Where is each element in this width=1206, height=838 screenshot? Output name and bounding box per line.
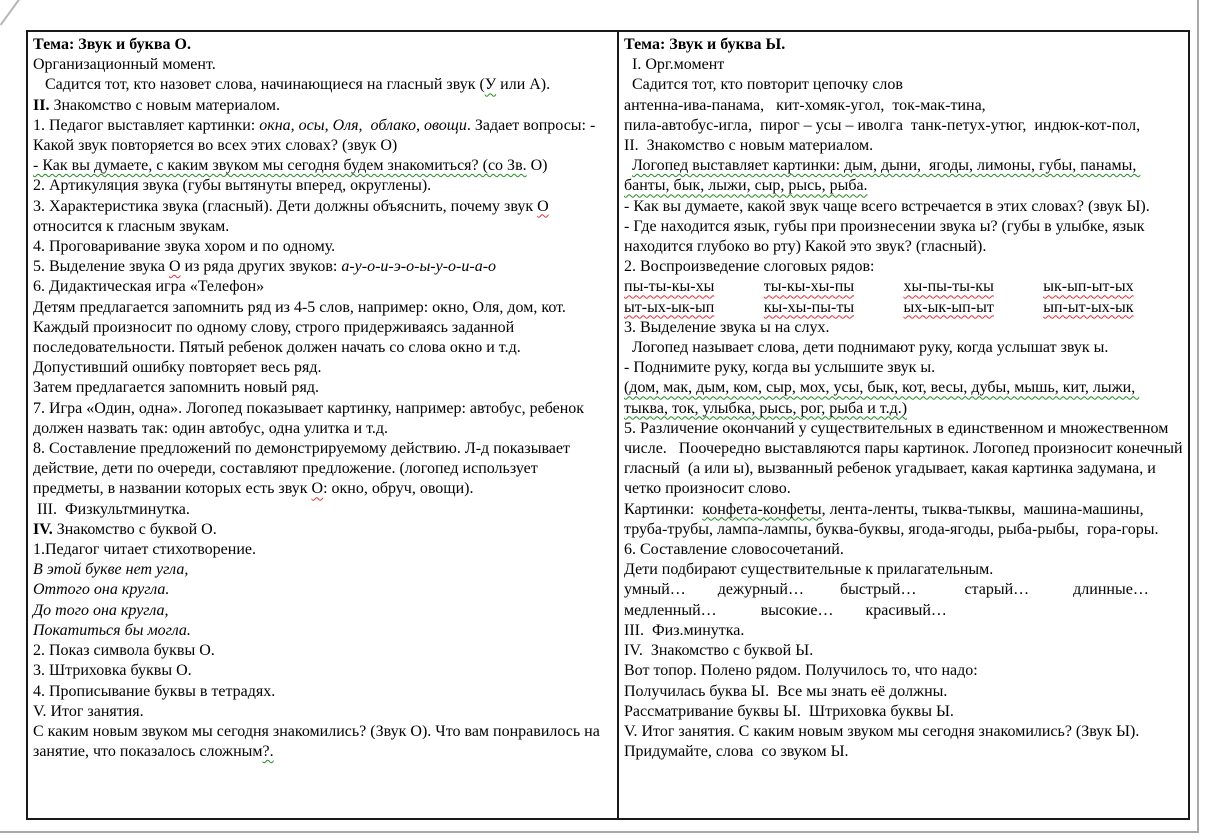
paragraph: [33, 540, 612, 560]
text-run: 5. Выделение звука: [33, 258, 169, 276]
syllable-group: кы-хы-пы-ты: [763, 298, 855, 316]
text-run: 1.Педагог читает стихотворение.: [33, 541, 257, 559]
lesson-column-sound-o: [28, 32, 619, 818]
text-run: Допустивший ошибку повторяет весь ряд.: [33, 359, 322, 377]
text-run: Садится тот, кто повторит цепочку слов: [624, 76, 903, 94]
paragraph: [624, 661, 1183, 681]
text-run: Знакомство с буквой О.: [52, 520, 217, 538]
lesson-title: [624, 35, 1183, 55]
text-run: V. Итог занятия. С каким новым звуком мы сегодня знакомились? (Звук Ы). Придумайте, слова со звуком Ы.: [624, 722, 1144, 761]
text-run: До того она кругла,: [33, 601, 169, 619]
text-run: Дети подбирают существительные к прилагательным.: [624, 561, 994, 579]
text-run: Оттого она кругла.: [33, 581, 170, 599]
paragraph: [33, 500, 612, 520]
spellcheck-marked-text: О: [168, 258, 181, 276]
text-run: 7. Игра «Один, одна». Логопед показывает картинку, например: автобус, ребенок должен назвать так: один автобус, одна улитка и т.д.: [33, 399, 589, 437]
text-run: : окно, обруч, овощи).: [323, 480, 474, 498]
paragraph: [624, 318, 1183, 338]
paragraph: [33, 197, 612, 237]
paragraph: [624, 136, 1183, 156]
text-run: [624, 157, 632, 174]
text-run: IV. Знакомство с буквой Ы.: [624, 642, 814, 660]
text-run: - Где находится язык, губы при произнесении звука ы? (губы в улыбке, язык находится глубоко во рту) Какой это звук? (гласный).: [624, 217, 1149, 256]
spellcheck-marked-text: (дом, мак, дым, ком, сыр, мох, усы, бык, кот, весы, дубы, мышь, кит, лыжи, тыква, ток, улыбка, рысь, рог, рыба и т.д.): [624, 379, 1140, 417]
paragraph: [33, 439, 612, 500]
paragraph: [624, 358, 1183, 378]
text-run: 6. Составление словосочетаний.: [624, 541, 844, 559]
text-run: Детям предлагается запомнить ряд из 4-5 слов, например: окно, Оля, дом, кот. Каждый произносит по одному слову, строго придерживаясь заданной последовательности. Пятый ребенок должен начать со слова окно и т.д.: [33, 298, 570, 357]
paragraph: [33, 641, 612, 661]
text-run: IV.: [33, 520, 53, 538]
text-run: Вот топор. Полено рядом. Получилось то, что надо:: [624, 662, 978, 680]
paragraph: [33, 156, 612, 176]
page-bottom-edge: [0, 831, 1199, 833]
text-run: 4. Прописывание буквы в тетрадях.: [33, 682, 276, 700]
paragraph: [33, 702, 612, 722]
text-run: Тема: Звук и буква О.: [33, 36, 191, 53]
paragraph: [33, 601, 612, 621]
paragraph: [624, 540, 1183, 560]
text-run: 4. Проговаривание звука хором и по одному.: [33, 238, 336, 256]
paragraph: [624, 621, 1183, 641]
text-run: I. Орг.момент: [624, 56, 725, 74]
paragraph: [33, 176, 612, 196]
paragraph: [33, 722, 612, 762]
text-run: 2. Воспроизведение слоговых рядов:: [624, 258, 875, 276]
paragraph: [33, 277, 612, 297]
text-run: V. Итог занятия.: [33, 702, 144, 720]
text-run: О): [526, 157, 548, 175]
paragraph: [624, 601, 1183, 621]
paragraph: [33, 358, 612, 378]
paragraph: [624, 116, 1183, 136]
paragraph: [624, 338, 1183, 358]
spellcheck-marked-text: У: [484, 76, 497, 94]
text-run: В этой букве нет угла,: [33, 561, 189, 579]
page-corner-edge: [0, 0, 20, 26]
syllable-group: ыт-ых-ык-ып: [624, 298, 715, 316]
text-run: 1. Педагог выставляет картинки:: [33, 116, 260, 134]
text-run: из ряда других звуков:: [180, 258, 342, 276]
paragraph: [624, 580, 1183, 600]
paragraph: [33, 560, 612, 580]
paragraph: [33, 580, 612, 600]
paragraph: [624, 156, 1183, 196]
text-run: III. Физ.минутка.: [624, 621, 745, 639]
text-run: пила-автобус-игла, пирог – усы – иволга танк-петух-утюг, индюк-кот-пол,: [624, 116, 1141, 134]
lesson-title: [33, 35, 612, 55]
paragraph: [624, 378, 1183, 418]
text-run: а-у-о-и-э-о-ы-у-о-и-а-о: [341, 258, 497, 276]
paragraph: [624, 682, 1183, 702]
text-run: или А).: [496, 76, 551, 94]
text-run: умный… дежурный… быстрый… старый… длинные…: [624, 581, 1149, 599]
text-run: антенна-ива-панама, кит-хомяк-угол, ток-мак-тина,: [624, 96, 986, 114]
spellcheck-marked-text: конфета-конфеты: [702, 500, 822, 518]
paragraph: [624, 96, 1183, 116]
text-run: 6. Дидактическая игра «Телефон»: [33, 278, 265, 296]
text-run: Картинки:: [624, 500, 703, 518]
text-run: Организационный момент.: [33, 56, 216, 74]
syllable-group: хы-пы-ты-кы: [903, 278, 994, 296]
text-run: Получилась буква Ы. Все мы знать её должны.: [624, 682, 948, 700]
paragraph: [33, 621, 612, 641]
syllable-row: [624, 298, 1183, 318]
syllable-row: [624, 277, 1183, 297]
text-run: медленный… высокие… красивый…: [624, 601, 947, 619]
paragraph: [624, 55, 1183, 75]
spellcheck-marked-text: О: [537, 197, 549, 215]
lesson-plan-table: [26, 30, 1190, 820]
text-run: окна, осы, Оля, облако, овощи: [259, 116, 467, 134]
text-run: 2. Показ символа буквы О.: [33, 642, 215, 660]
lesson-column-sound-y: [619, 32, 1188, 818]
paragraph: [33, 55, 612, 75]
text-run: Логопед называет слова, дети поднимают руку, когда услышат звук ы.: [624, 339, 1109, 357]
paragraph: [33, 75, 612, 95]
paragraph: [33, 682, 612, 702]
spellcheck-marked-text: ?.: [262, 743, 274, 761]
paragraph: [33, 298, 612, 359]
text-run: 5. Различение окончаний у существительных в единственном и множественном числе. Поочередно выставляются пары картинок. Логопед произносит конечный гласный (а или ы), вызванный ребенок угадывает, какая картинка задумана, и четко произносит слово.: [624, 419, 1187, 498]
text-run: 3. Выделение звука ы на слух.: [624, 318, 830, 336]
text-run: II.: [33, 96, 50, 114]
spellcheck-marked-text: Логопед выставляет картинки: дым, дыни, ягоды, лимоны, губы, панамы, банты, бык, лыжи, сыр, рысь, рыба.: [624, 157, 1141, 195]
text-run: II. Знакомство с новым материалом.: [624, 137, 874, 155]
text-run: 3. Штриховка буквы О.: [33, 662, 192, 680]
paragraph: [624, 257, 1183, 277]
text-run: 2. Артикуляция звука (губы вытянуты вперед, округлены).: [33, 177, 432, 195]
text-run: III. Физкультминутка.: [33, 500, 190, 518]
paragraph: [33, 96, 612, 116]
paragraph: [624, 419, 1187, 500]
paragraph: [33, 661, 612, 681]
paragraph: [33, 378, 612, 398]
text-run: Садится тот, кто назовет слова, начинающиеся на гласный звук (: [33, 76, 485, 94]
text-run: относится к гласным звукам.: [33, 197, 553, 235]
text-run: , лента-ленты, тыква-тыквы, машина-машины, труба-трубы, лампа-лампы, буква-буквы, ягода-ягоды, рыба-рыбы, гора-горы.: [624, 500, 1159, 538]
paragraph: [624, 197, 1183, 217]
text-run: Затем предлагается запомнить новый ряд.: [33, 379, 319, 397]
paragraph: [624, 500, 1183, 540]
paragraph: [624, 722, 1183, 762]
page-right-edge: [1197, 0, 1199, 833]
syllable-group: ты-кы-хы-пы: [763, 278, 855, 296]
text-run: 3. Характеристика звука (гласный). Дети должны объяснить, почему звук: [33, 197, 538, 215]
paragraph: [624, 75, 1183, 95]
syllable-group: ых-ык-ып-ыт: [903, 298, 994, 316]
syllable-group: ык-ып-ыт-ых: [1043, 278, 1134, 296]
paragraph: [33, 237, 612, 257]
paragraph: [624, 217, 1183, 257]
syllable-group: ып-ыт-ых-ык: [1043, 298, 1134, 316]
text-run: . Задает вопросы: - Какой звук повторяется во всех этих словах? (звук О): [33, 116, 600, 155]
spellcheck-marked-text: О: [311, 480, 324, 498]
text-run: Рассматривание буквы Ы. Штриховка буквы Ы.: [624, 702, 954, 720]
paragraph: [624, 702, 1183, 722]
text-run: - Как вы думаете, какой звук чаще всего встречается в этих словах? (звук Ы).: [624, 197, 1150, 215]
text-run: Покатиться бы могла.: [33, 621, 191, 639]
paragraph: [624, 641, 1183, 661]
paragraph: [33, 399, 612, 439]
syllable-group: пы-ты-кы-хы: [624, 278, 715, 296]
text-run: 8. Составление предложений по демонстрируемому действию. Л-д показывает действие, дети по очереди, составляют предложение. (логопед использует предметы, в названии которых есть звук: [33, 440, 574, 498]
paragraph: [33, 520, 612, 540]
paragraph: [33, 257, 612, 277]
text-run: С каким новым звуком мы сегодня знакомились? (Звук О). Что вам понравилось на занятие, что показалось сложным: [33, 722, 604, 761]
text-run: Тема: Звук и буква Ы.: [624, 36, 786, 53]
text-run: - Поднимите руку, когда вы услышите звук ы.: [624, 359, 936, 377]
paragraph: [33, 116, 612, 156]
spellcheck-marked-text: - Как вы думаете, с каким звуком мы сегодня будем знакомиться? (со Зв.: [33, 157, 527, 175]
paragraph: [624, 560, 1183, 580]
text-run: Знакомство с новым материалом.: [49, 96, 280, 114]
